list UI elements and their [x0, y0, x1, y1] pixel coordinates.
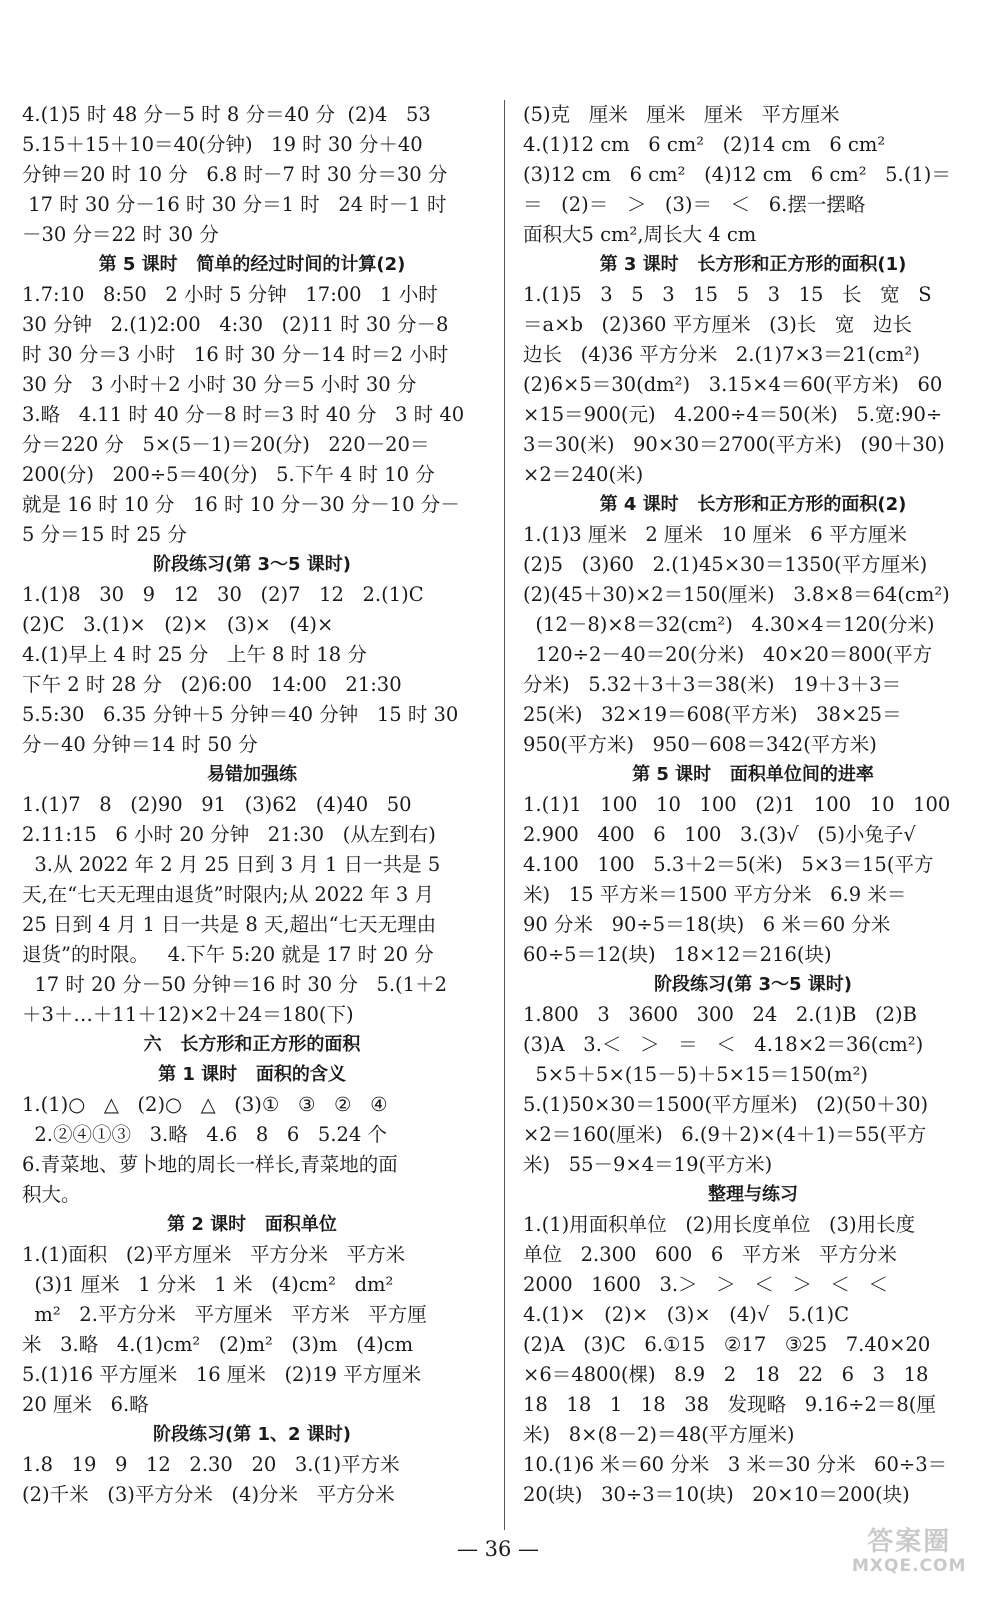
answer-line: ×2＝160(厘米) 6.(9＋2)×(4＋1)＝55(平方 — [523, 1123, 927, 1146]
answer-line: 面积大5 cm²,周长大 4 cm — [523, 223, 757, 246]
answer-line: (2)(45＋30)×2＝150(厘米) 3.8×8＝64(cm²) — [523, 583, 950, 606]
answer-line: 25(米) 32×19＝608(平方米) 38×25＝ — [523, 703, 902, 726]
watermark-url: MXQE.COM — [852, 1555, 967, 1576]
answer-line: (3)A 3.＜ ＞ ＝ ＜ 4.18×2＝36(cm²) — [523, 1033, 924, 1056]
answer-line: 4.(1)× (2)× (3)× (4)√ 5.(1)C — [523, 1303, 850, 1326]
section-heading: 第 1 课时 面积的含义 — [158, 1064, 346, 1085]
answer-line: 20(块) 30÷3＝10(块) 20×10＝200(块) — [523, 1483, 910, 1506]
answer-line: 1.(1)7 8 (2)90 91 (3)62 (4)40 50 — [22, 793, 412, 816]
answer-line: 950(平方米) 950－608＝342(平方米) — [523, 733, 877, 756]
answer-line: 90 分米 90÷5＝18(块) 6 米＝60 分米 — [523, 913, 891, 936]
answer-line: ＝ (2)＝ ＞ (3)＝ ＜ 6.摆一摆略 — [523, 193, 866, 216]
answer-line: 17 时 30 分－16 时 30 分＝1 时 24 时－1 时 — [22, 193, 447, 216]
right-column — [523, 100, 983, 1510]
answer-line: 分＝220 分 5×(5－1)＝20(分) 220－20＝ — [22, 433, 430, 456]
answer-line: 米) 8×(8－2)＝48(平方厘米) — [523, 1423, 795, 1446]
answer-line: (3)1 厘米 1 分米 1 米 (4)cm² dm² — [22, 1273, 394, 1296]
column-divider — [504, 100, 505, 1530]
answer-line: 米 3.略 4.(1)cm² (2)m² (3)m (4)cm — [22, 1333, 414, 1356]
answer-line: 1.(1)1 100 10 100 (2)1 100 10 100 — [523, 793, 951, 816]
answer-line: 200(分) 200÷5＝40(分) 5.下午 4 时 10 分 — [22, 463, 435, 486]
answer-line: ×6＝4800(棵) 8.9 2 18 22 6 3 18 — [523, 1363, 929, 1386]
answer-line: 6.青菜地、萝卜地的周长一样长,青菜地的面 — [22, 1153, 398, 1176]
answer-line: (2)6×5＝30(dm²) 3.15×4＝60(平方米) 60 — [523, 373, 943, 396]
section-heading: 六 长方形和正方形的面积 — [143, 1034, 361, 1055]
answer-line: 积大。 — [22, 1183, 81, 1206]
answer-line: 2.900 400 6 100 3.(3)√ (5)小兔子√ — [523, 823, 916, 846]
page-number: — 36 — — [456, 1537, 540, 1561]
answer-line: 1.7:10 8:50 2 小时 5 分钟 17:00 1 小时 — [22, 283, 438, 306]
answer-line: 边长 (4)36 平方分米 2.(1)7×3＝21(cm²) — [523, 343, 920, 366]
answer-line: 18 18 1 18 38 发现略 9.16÷2＝8(厘 — [523, 1393, 936, 1416]
answer-line: 5 分＝15 时 25 分 — [22, 523, 187, 546]
answer-line: 1.(1)5 3 5 3 15 5 3 15 长 宽 S — [523, 283, 932, 306]
watermark-text: 答案圈 — [867, 1527, 952, 1557]
left-column — [22, 100, 482, 1510]
answer-line: 5.15＋15＋10＝40(分钟) 19 时 30 分＋40 — [22, 133, 423, 156]
section-heading: 易错加强练 — [207, 764, 297, 785]
section-heading: 整理与练习 — [708, 1184, 798, 1205]
answer-line: 1.(1)8 30 9 12 30 (2)7 12 2.(1)C — [22, 583, 424, 606]
answer-line: 米) 15 平方米＝1500 平方分米 6.9 米＝ — [523, 883, 907, 906]
answer-line: 4.(1)5 时 48 分－5 时 8 分＝40 分 (2)4 53 — [22, 103, 431, 126]
section-heading: 阶段练习(第 1、2 课时) — [152, 1424, 352, 1445]
answer-line: 120÷2－40＝20(分米) 40×20＝800(平方 — [523, 643, 933, 666]
answer-line: m² 2.平方分米 平方厘米 平方米 平方厘 — [22, 1303, 427, 1326]
answer-line: ＝a×b (2)360 平方厘米 (3)长 宽 边长 — [523, 313, 912, 336]
answer-line: 10.(1)6 米＝60 分米 3 米＝30 分米 60÷3＝ — [523, 1453, 948, 1476]
answer-line: 1.(1)面积 (2)平方厘米 平方分米 平方米 — [22, 1243, 406, 1266]
answer-line: 3＝30(米) 90×30＝2700(平方米) (90＋30) — [523, 433, 945, 456]
answer-line: 退货”的时限。 4.下午 5:20 就是 17 时 20 分 — [22, 943, 434, 966]
section-heading: 阶段练习(第 3～5 课时) — [152, 554, 352, 575]
answer-line: 分米) 5.32＋3＋3＝38(米) 19＋3＋3＝ — [523, 673, 902, 696]
section-heading: 阶段练习(第 3～5 课时) — [653, 974, 853, 995]
answer-line: (12－8)×8＝32(cm²) 4.30×4＝120(分米) — [523, 613, 935, 636]
answer-line: (3)12 cm 6 cm² (4)12 cm 6 cm² 5.(1)＝ — [523, 163, 951, 186]
answer-line: 30 分钟 2.(1)2:00 4:30 (2)11 时 30 分－8 — [22, 313, 449, 336]
answer-line: 60÷5＝12(块) 18×12＝216(块) — [523, 943, 832, 966]
answer-line: 分钟＝20 时 10 分 6.8 时－7 时 30 分＝30 分 — [22, 163, 448, 186]
answer-line: (2)5 (3)60 2.(1)45×30＝1350(平方厘米) — [523, 553, 928, 576]
answer-line: 5.(1)16 平方厘米 16 厘米 (2)19 平方厘米 — [22, 1363, 422, 1386]
answer-line: (5)克 厘米 厘米 厘米 平方厘米 — [523, 103, 840, 126]
answer-line: 4.(1)12 cm 6 cm² (2)14 cm 6 cm² — [523, 133, 886, 156]
answer-line: 3.从 2022 年 2 月 25 日到 3 月 1 日一共是 5 — [22, 853, 441, 876]
section-heading: 第 5 课时 面积单位间的进率 — [632, 764, 874, 785]
answer-line: (2)A (3)C 6.①15 ②17 ③25 7.40×20 — [523, 1333, 931, 1356]
answer-line: ＋3＋…＋11＋12)×2＋24＝180(下) — [22, 1003, 354, 1026]
answer-line: 2000 1600 3.＞ ＞ ＜ ＞ ＜ ＜ — [523, 1273, 889, 1296]
answer-line: 30 分 3 小时＋2 小时 30 分＝5 小时 30 分 — [22, 373, 417, 396]
answer-line: 天,在“七天无理由退货”时限内;从 2022 年 3 月 — [22, 883, 435, 906]
answer-line: 2.11:15 6 小时 20 分钟 21:30 (从左到右) — [22, 823, 436, 846]
answer-line: 5×5＋5×(15－5)＋5×15＝150(m²) — [523, 1063, 869, 1086]
answer-line: ×15＝900(元) 4.200÷4＝50(米) 5.宽:90÷ — [523, 403, 943, 426]
answer-line: 17 时 20 分－50 分钟＝16 时 30 分 5.(1＋2 — [22, 973, 447, 996]
answer-line: 1.(1)3 厘米 2 厘米 10 厘米 6 平方厘米 — [523, 523, 907, 546]
answer-line: 4.(1)早上 4 时 25 分 上午 8 时 18 分 — [22, 643, 367, 666]
section-heading: 第 2 课时 面积单位 — [167, 1214, 337, 1235]
watermark-logo — [852, 1528, 966, 1575]
answer-line: 2.②④①③ 3.略 4.6 8 6 5.24 个 — [22, 1123, 388, 1146]
answer-line: 时 30 分＝3 小时 16 时 30 分－14 时＝2 小时 — [22, 343, 449, 366]
answer-line: 分－40 分钟＝14 时 50 分 — [22, 733, 258, 756]
answer-line: (2)C 3.(1)× (2)× (3)× (4)× — [22, 613, 334, 636]
answer-line: 1.800 3 3600 300 24 2.(1)B (2)B — [523, 1003, 917, 1026]
answer-line: 1.(1)○ △ (2)○ △ (3)① ③ ② ④ — [22, 1093, 388, 1116]
answer-line: －30 分＝22 时 30 分 — [22, 223, 219, 246]
answer-line: 25 日到 4 月 1 日一共是 8 天,超出“七天无理由 — [22, 913, 437, 936]
answer-line: 20 厘米 6.略 — [22, 1393, 149, 1416]
answer-line: 1.(1)用面积单位 (2)用长度单位 (3)用长度 — [523, 1213, 916, 1236]
answer-line: 米) 55－9×4＝19(平方米) — [523, 1153, 773, 1176]
answer-line: 4.100 100 5.3＋2＝5(米) 5×3＝15(平方 — [523, 853, 934, 876]
answer-line: 3.略 4.11 时 40 分－8 时＝3 时 40 分 3 时 40 — [22, 403, 465, 426]
answer-line: (2)千米 (3)平方分米 (4)分米 平方分米 — [22, 1483, 395, 1506]
answer-line: 单位 2.300 600 6 平方米 平方分米 — [523, 1243, 897, 1266]
answer-line: 5.5:30 6.35 分钟＋5 分钟＝40 分钟 15 时 30 — [22, 703, 459, 726]
answer-line: 1.8 19 9 12 2.30 20 3.(1)平方米 — [22, 1453, 400, 1476]
answer-line: 5.(1)50×30＝1500(平方厘米) (2)(50＋30) — [523, 1093, 929, 1116]
section-heading: 第 3 课时 长方形和正方形的面积(1) — [599, 254, 907, 275]
answer-line: ×2＝240(米) — [523, 463, 644, 486]
section-heading: 第 4 课时 长方形和正方形的面积(2) — [599, 494, 907, 515]
answer-line: 下午 2 时 28 分 (2)6:00 14:00 21:30 — [22, 673, 402, 696]
section-heading: 第 5 课时 简单的经过时间的计算(2) — [98, 254, 406, 275]
answer-line: 就是 16 时 10 分 16 时 10 分－30 分－10 分－ — [22, 493, 460, 516]
